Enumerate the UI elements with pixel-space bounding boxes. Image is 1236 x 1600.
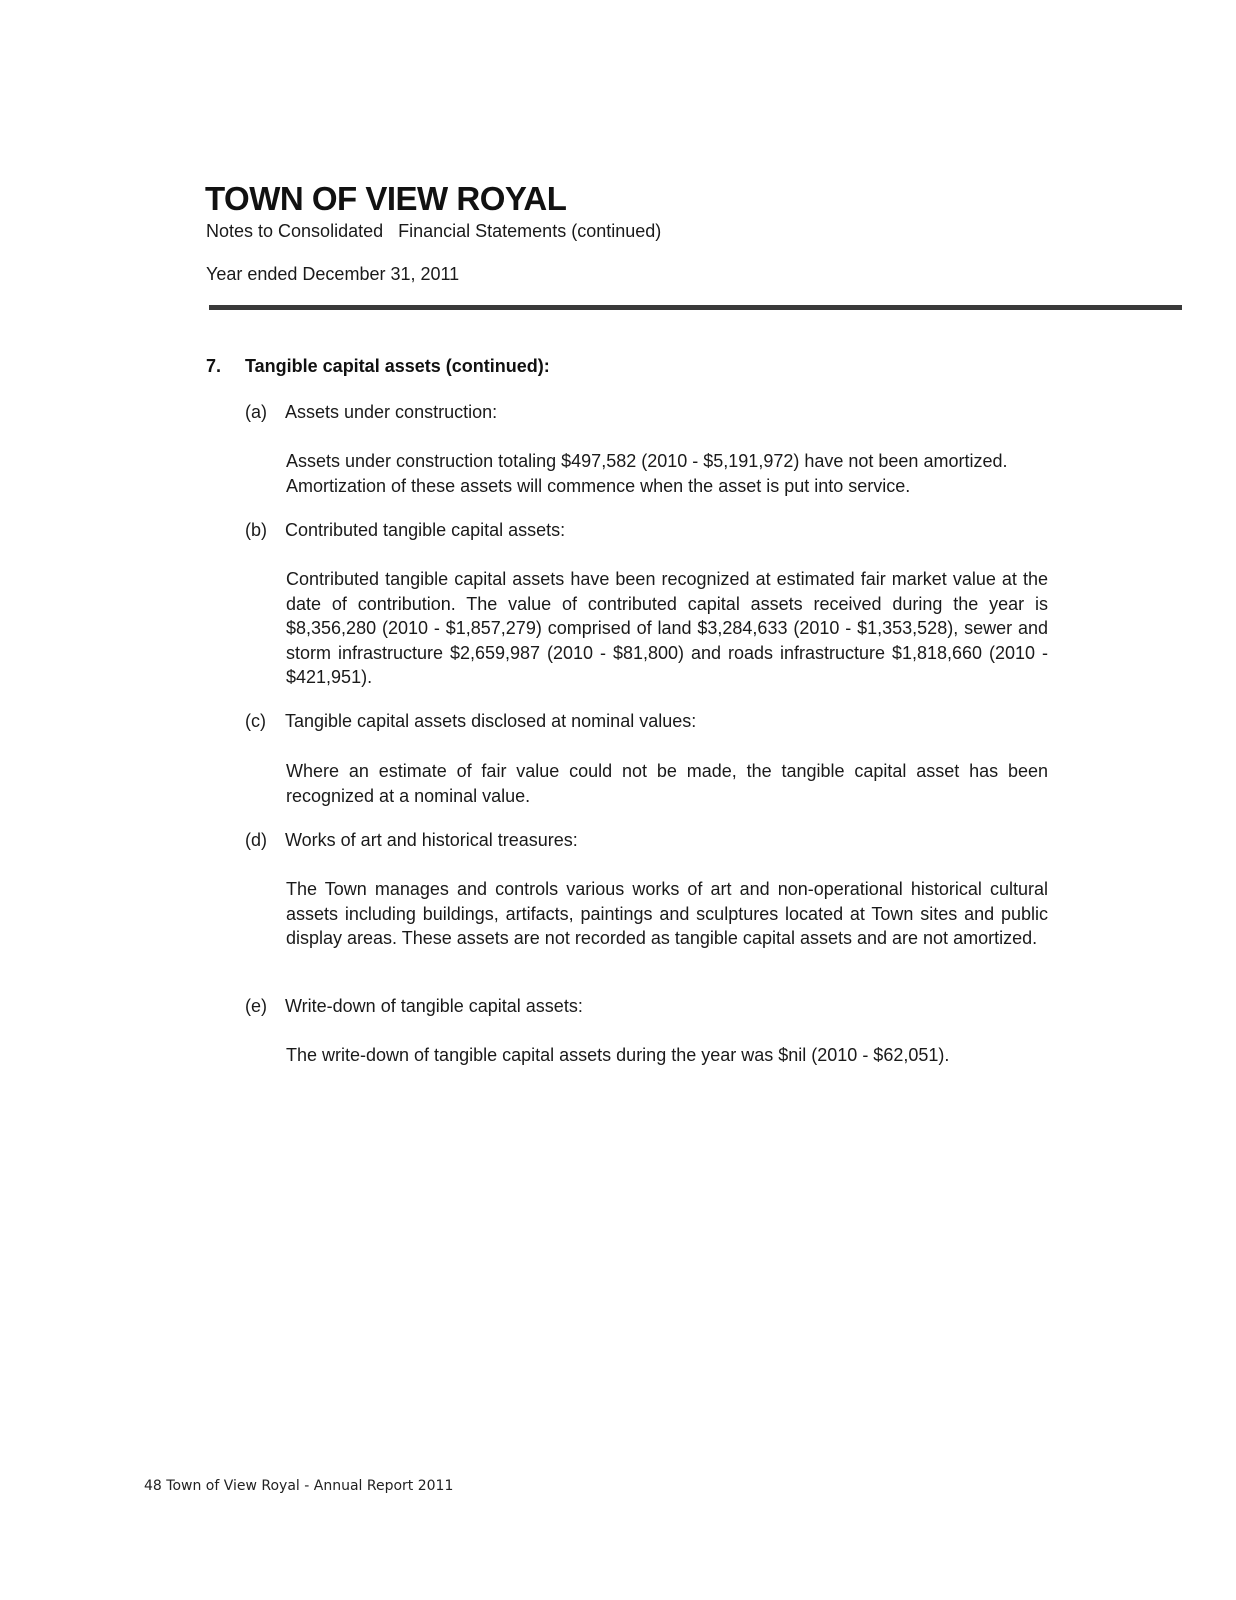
- item-heading: Contributed tangible capital assets:: [285, 520, 566, 540]
- item-label-e: [245, 996, 583, 1017]
- item-letter: (e): [245, 996, 267, 1016]
- item-body-d: The Town manages and controls various works of art and non-operational historical cultural assets including buildings, artifacts, paintings and sculptures located at Town sites and public display areas. These assets are not recorded as tangible capital assets and are not amortized.: [286, 879, 1048, 948]
- item-body-c: Where an estimate of fair value could not be made, the tangible capital asset has been recognized at a nominal value.: [286, 761, 1048, 806]
- item-body-b: Contributed tangible capital assets have been recognized at estimated fair market value at the date of contribution. The value of contributed capital assets received during the year is $8,356,280 (2010 - $1,857,279) comprised of land $3,284,633 (2010 - $1,353,528), sewer and storm infrastructure $2,659,987 (2010 - $81,800) and roads infrastructure $1,818,660 (2010 - $421,951).: [286, 569, 1048, 687]
- page-footer: 48 Town of View Royal - Annual Report 2011: [144, 1478, 454, 1494]
- item-letter: (c): [245, 711, 266, 731]
- item-heading: Works of art and historical treasures:: [285, 830, 578, 850]
- organization-title: TOWN OF VIEW ROYAL: [205, 180, 567, 217]
- item-heading: Tangible capital assets disclosed at nominal values:: [285, 711, 697, 731]
- document-subtitle: Notes to Consolidated Financial Statements (continued): [206, 221, 662, 241]
- item-letter: (d): [245, 830, 267, 850]
- item-label-d: [245, 830, 578, 851]
- section-number: 7.: [206, 356, 222, 376]
- item-body-e: The write-down of tangible capital assets during the year was $nil (2010 - $62,051).: [286, 1045, 950, 1065]
- section-heading: [206, 356, 550, 377]
- item-label-c: [245, 711, 696, 732]
- item-label-a: [245, 402, 497, 423]
- item-body-a: Assets under construction totaling $497,582 (2010 - $5,191,972) have not been amortized. Amortization of these assets will commence when the asset is put into service.: [286, 451, 1008, 496]
- item-heading: Assets under construction:: [285, 402, 498, 422]
- section-title: Tangible capital assets (continued):: [245, 356, 550, 376]
- header-divider: [209, 305, 1182, 310]
- item-letter: (a): [245, 402, 267, 422]
- item-label-b: [245, 520, 565, 541]
- item-heading: Write-down of tangible capital assets:: [285, 996, 583, 1016]
- item-letter: (b): [245, 520, 267, 540]
- reporting-period: Year ended December 31, 2011: [206, 264, 460, 284]
